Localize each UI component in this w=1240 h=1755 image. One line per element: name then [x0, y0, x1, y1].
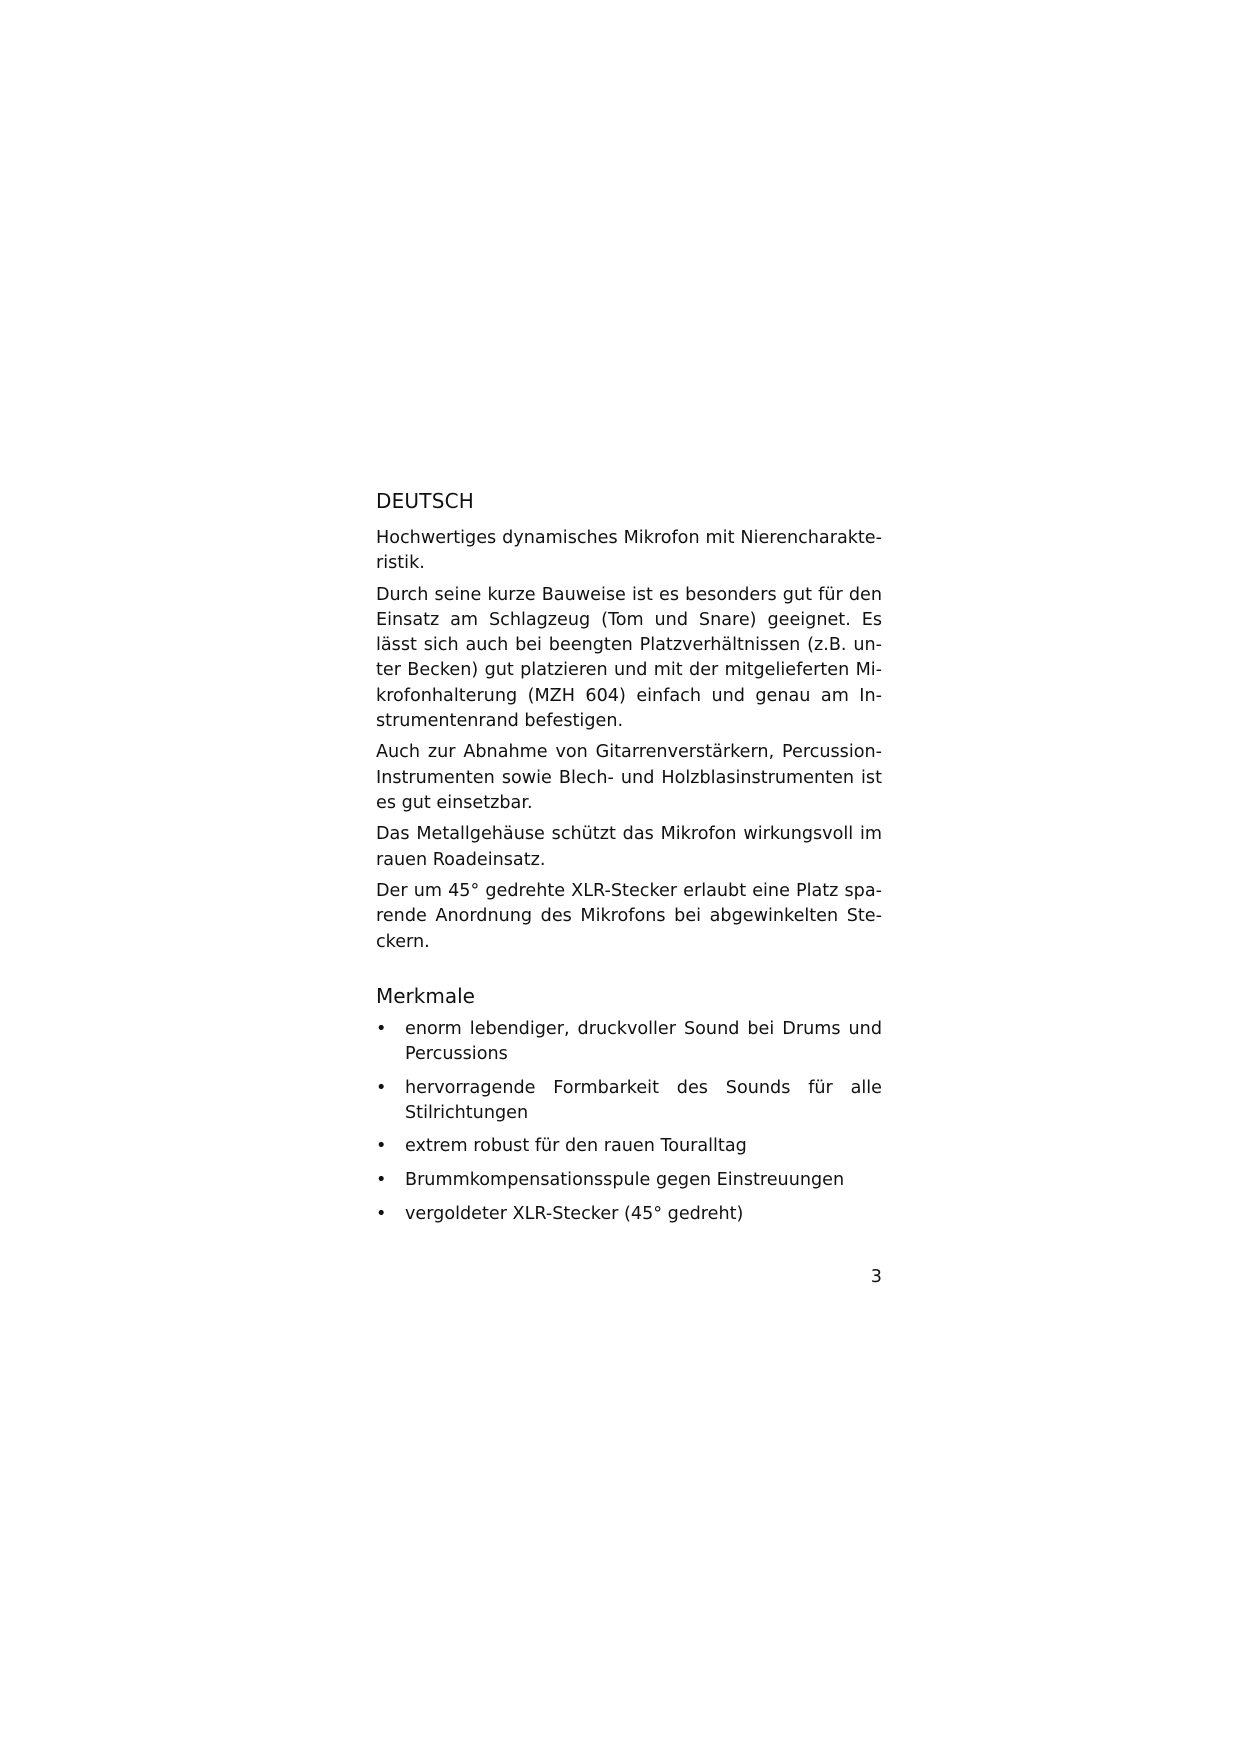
feature-text: vergoldeter XLR-Stecker (45° gedreht): [405, 1203, 744, 1224]
list-item: [376, 1202, 882, 1227]
feature-text: enorm lebendiger, druckvoller Sound bei Drums und Percussions: [405, 1018, 882, 1065]
bullet-icon: •: [376, 1203, 387, 1224]
feature-text: extrem robust für den rauen Touralltag: [405, 1136, 747, 1157]
features-list: [376, 1017, 882, 1227]
list-item: [376, 1076, 882, 1126]
applications-paragraph: Auch zur Abnahme von Gitarrenverstärkern, Percussion-Instrumenten sowie Blech- und Holzblasinstrumenten ist es gut einsetzbar.: [376, 742, 882, 813]
housing-paragraph: Das Metallgehäuse schützt das Mikrofon wirkungsvoll im rauen Roadeinsatz.: [376, 824, 882, 870]
list-item: [376, 1017, 882, 1067]
bullet-icon: •: [376, 1170, 387, 1190]
connector-paragraph: Der um 45° gedrehte XLR-Stecker erlaubt eine Platz sparende Anordnung des Mikrofons bei abgewinkelten Steckern.: [376, 881, 882, 952]
page-number: 3: [870, 1267, 882, 1287]
list-item: [376, 1134, 882, 1159]
manual-page-content: [376, 484, 882, 1235]
bullet-icon: •: [376, 1018, 387, 1039]
bullet-icon: •: [376, 1136, 387, 1157]
intro-paragraph: Hochwertiges dynamisches Mikrofon mit Nierencharakteristik.: [376, 528, 882, 574]
bullet-icon: •: [376, 1077, 387, 1098]
section-title: DEUTSCH: [376, 489, 474, 513]
feature-text: hervorragende Formbarkeit des Sounds für alle Stilrichtungen: [405, 1077, 882, 1123]
list-item: [376, 1168, 882, 1193]
features-title: Merkmale: [376, 983, 475, 1008]
feature-text: Brummkompensationsspule gegen Einstreuungen: [405, 1170, 845, 1190]
usage-paragraph: Durch seine kurze Bauweise ist es besonders gut für den Einsatz am Schlagzeug (Tom und Snare) geeignet. Es lässt sich auch bei beengten Platzverhältnissen (z.B. unter Becken) gut platzieren und mit der mitgelieferten Mikrofonhalterung (MZH 604) einfach und genau am Instrumentenrand befestigen.: [376, 584, 882, 731]
